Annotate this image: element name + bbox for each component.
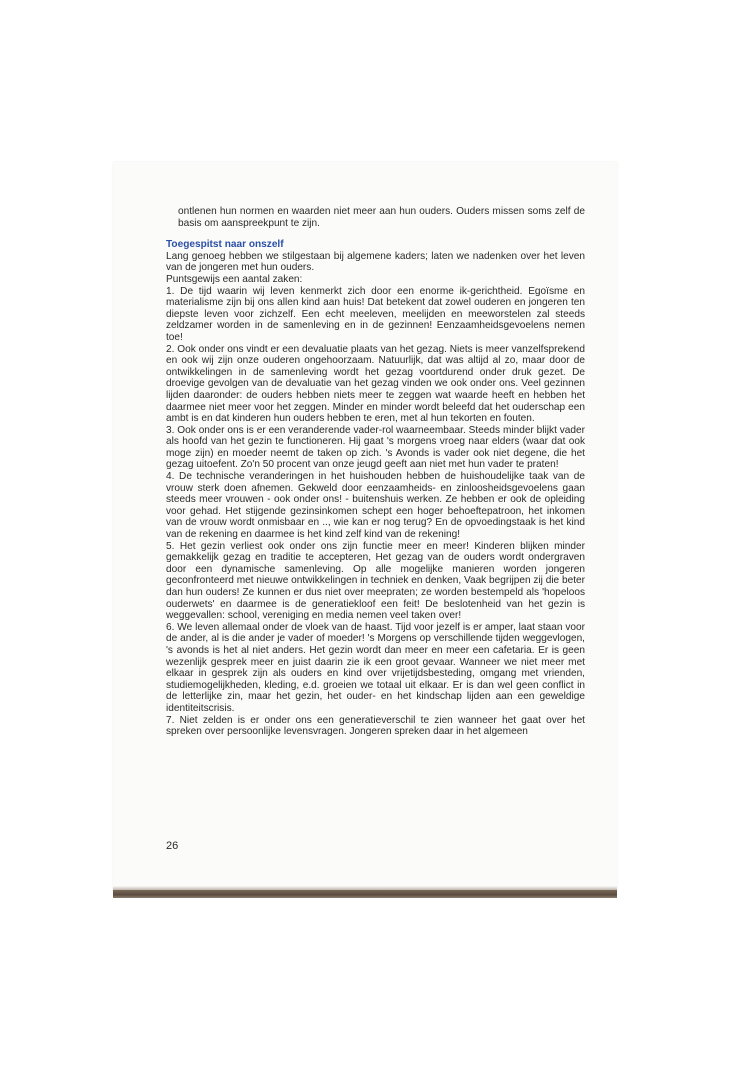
paragraph-point-6: 6. We leven allemaal onder de vloek van de haast. Tijd voor jezelf is er amper, laat staan voor de ander, al is die ander je vader of moeder! 's Morgens op verschillende tijden weggevlogen, 's avonds is het al niet anders. Het gezin wordt dan meer en meer een cafetaria. Er is geen wezenlijk gesprek meer en juist daarin zie ik een groot gevaar. Wanneer we niet meer met elkaar in gesprek zijn als ouders en kind over vrijetijdsbesteding, omgang met vrienden, studiemogelijkheden, kleding, e.d. groeien we totaal uit elkaar. Er is dan wel geen conflict in de letterlijke zin, maar het gezin, het ouder- en het kindschap lijden aan een geweldige identiteitscrisis. [166,621,585,714]
paragraph-point-7: 7. Niet zelden is er onder ons een generatieverschil te zien wanneer het gaat over het spreken over persoonlijke levensvragen. Jongeren spreken daar in het algemeen [166,714,585,738]
paragraph-point-1: 1. De tijd waarin wij leven kenmerkt zich door een enorme ik-gerichtheid. Egoïsme en materialisme zijn bij ons allen kind aan huis! Dat betekent dat zowel ouderen en jongeren ten diepste leven voor zichzelf. Een echt meeleven, meelijden en meeworstelen zal steeds zeldzamer worden in de samenleving en in de gezinnen! Eenzaamheidsgevoelens nemen toe! [166,285,585,343]
paragraph-lead: Lang genoeg hebben we stilgestaan bij algemene kaders; laten we nadenken over het leven van de jongeren met hun ouders. [166,250,585,274]
page-bottom-edge [113,890,617,898]
page-number: 26 [166,840,179,852]
paragraph-point-4: 4. De technische veranderingen in het huishouden hebben de huishoudelijke taak van de vrouw sterk doen afnemen. Gekweld door eenzaamheids- en zinloosheidsgevoelens gaan steeds meer vrouwen - ook onder ons! - buitenshuis werken. Ze hebben er ook de opleiding voor gehad. Het stijgende gezinsinkomen schept een hoger behoeftepatroon, het inkomen van de vrouw wordt onmisbaar en .., wie kan er nog terug? En de opvoedingstaak is het kind van de rekening en daarmee is het kind zelf kind van de rekening! [166,471,585,541]
section-heading: Toegespitst naar onszelf [166,239,284,251]
text-column [166,206,585,738]
intro-paragraph: ontlenen hun normen en waarden niet meer aan hun ouders. Ouders missen soms zelf de basis om aanspreekpunt te zijn. [178,206,585,229]
paragraph-point-2: 2. Ook onder ons vindt er een devaluatie plaats van het gezag. Niets is meer vanzelfsprekend en ook wij zijn onze ouderen ongehoorzaam. Natuurlijk, dat was altijd al zo, maar door de ontwikkelingen in de samenleving wordt het gezag voortdurend onder druk gezet. De droevige gevolgen van de devaluatie van het gezag vinden we ook onder ons. Veel gezinnen lijden daaronder: de ouders hebben niets meer te zeggen wat waarde heeft en hebben het daarmee niet meer voor het zeggen. Minder en minder wordt beleefd dat het ouderschap een ambt is en dat kinderen hun ouders hebben te eren, met al hun tekorten en fouten. [166,343,585,425]
paragraph-point-5: 5. Het gezin verliest ook onder ons zijn functie meer en meer! Kinderen blijken minder gemakkelijk gezag en traditie te accepteren, Het gezag van de ouders wordt ondergraven door een dynamische samenleving. Op alle mogelijke manieren worden jongeren geconfronteerd met nieuwe ontwikkelingen in techniek en denken, Vaak begrijpen zij die beter dan hun ouders! Ze kunnen er dus niet over meepraten; ze worden bestempeld als 'hopeloos ouderwets' en daarmee is de generatiekloof een feit! De beslotenheid van het gezin is weggevallen: school, vereniging en media nemen veel taken over! [166,540,585,622]
paragraph-list-intro: Puntsgewijs een aantal zaken: [166,273,303,285]
paragraph-point-3: 3. Ook onder ons is er een veranderende vader-rol waarneembaar. Steeds minder blijkt vader als hoofd van het gezin te functioneren. Hij gaat 's morgens vroeg naar elders (waar dat ook moge zijn) en moeder neemt de taken op zich. 's Avonds is vader ook niet degene, die het gezag uitoefent. Zo'n 50 procent van onze jeugd geeft aan niet met hun vader te praten! [166,424,585,471]
